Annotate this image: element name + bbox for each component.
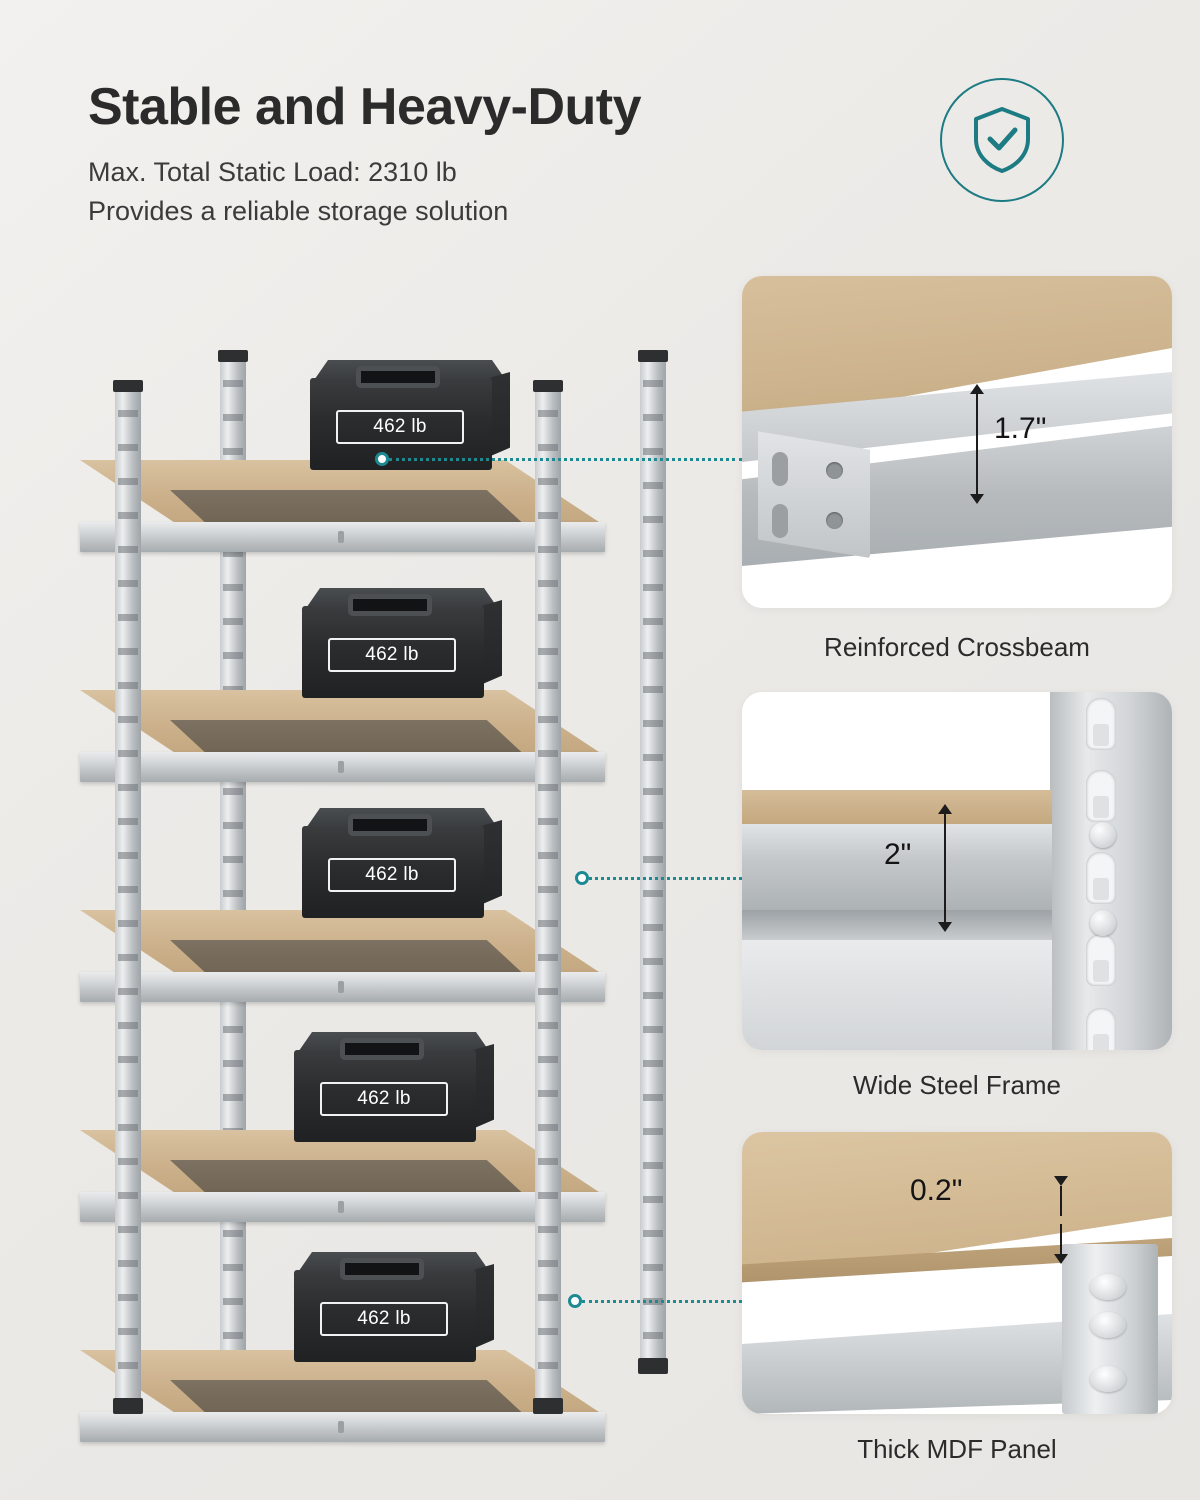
mdf-board-edge bbox=[742, 790, 1052, 824]
front-crossbeam bbox=[80, 972, 605, 1002]
shelf-load-label: 462 lb bbox=[328, 638, 456, 672]
detail-caption-crossbeam: Reinforced Crossbeam bbox=[824, 632, 1090, 662]
beam-lower-face bbox=[742, 940, 1052, 1050]
dimension-arrow-mdf-lower bbox=[1054, 1224, 1068, 1264]
detail-caption-frame: Wide Steel Frame bbox=[852, 1070, 1062, 1100]
upright-post bbox=[1062, 1244, 1158, 1414]
storage-box bbox=[302, 588, 502, 698]
shelf-level-4 bbox=[80, 1130, 690, 1250]
callout-dot-mdf bbox=[568, 1294, 582, 1308]
shelf-load-label: 462 lb bbox=[328, 858, 456, 892]
callout-dot-frame bbox=[575, 871, 589, 885]
front-crossbeam bbox=[80, 1192, 605, 1222]
box-handle-icon bbox=[348, 594, 432, 616]
beam-underside bbox=[742, 910, 1052, 940]
mdf-panel-closeup-art bbox=[742, 1132, 1172, 1414]
page-title: Stable and Heavy-Duty bbox=[88, 78, 641, 136]
header-block bbox=[88, 80, 868, 231]
dimension-label-mdf: 0.2" bbox=[910, 1174, 963, 1207]
front-crossbeam bbox=[80, 752, 605, 782]
header-subline-1: Max. Total Static Load: 2310 lb bbox=[88, 156, 457, 187]
callout-line-frame bbox=[589, 877, 742, 880]
storage-box bbox=[294, 1032, 494, 1142]
front-crossbeam bbox=[80, 1412, 605, 1442]
crossbeam-closeup-art bbox=[742, 276, 1172, 608]
steel-frame-closeup-art bbox=[742, 692, 1172, 1050]
shelf-level-3 bbox=[80, 910, 690, 1030]
product-illustration bbox=[60, 280, 720, 1440]
shelving-unit bbox=[80, 360, 690, 1430]
shelf-load-label: 462 lb bbox=[320, 1302, 448, 1336]
box-handle-icon bbox=[340, 1258, 424, 1280]
dimension-arrow-mdf bbox=[1054, 1176, 1068, 1216]
detail-caption-mdf: Thick MDF Panel bbox=[857, 1434, 1057, 1464]
detail-card-reinforced-crossbeam bbox=[742, 276, 1172, 608]
shield-check-icon bbox=[971, 105, 1033, 175]
callout-line-mdf bbox=[582, 1300, 742, 1303]
callout-dot-crossbeam bbox=[375, 452, 389, 466]
shield-check-badge bbox=[940, 78, 1064, 202]
storage-box bbox=[294, 1252, 494, 1362]
frame-post-front-left bbox=[115, 390, 141, 1400]
dimension-arrow-crossbeam bbox=[970, 384, 984, 504]
shelf-load-label: 462 lb bbox=[320, 1082, 448, 1116]
box-handle-icon bbox=[348, 814, 432, 836]
dimension-label-frame: 2" bbox=[884, 838, 912, 871]
front-crossbeam bbox=[80, 522, 605, 552]
callout-line-crossbeam bbox=[389, 458, 742, 461]
detail-card-thick-mdf-panel bbox=[742, 1132, 1172, 1414]
shelf-level-2 bbox=[80, 690, 690, 810]
storage-box bbox=[310, 360, 510, 470]
storage-box bbox=[302, 808, 502, 918]
shelf-load-label: 462 lb bbox=[336, 410, 464, 444]
frame-post-front-right bbox=[535, 390, 561, 1400]
shelf-level-1 bbox=[80, 460, 690, 580]
upright-post bbox=[1050, 692, 1172, 1050]
header-subline-2: Provides a reliable storage solution bbox=[88, 195, 509, 226]
shelf-level-5 bbox=[80, 1350, 690, 1470]
dimension-label-crossbeam: 1.7" bbox=[994, 412, 1047, 445]
box-handle-icon bbox=[340, 1038, 424, 1060]
detail-card-wide-steel-frame bbox=[742, 692, 1172, 1050]
box-handle-icon bbox=[356, 366, 440, 388]
dimension-arrow-frame bbox=[938, 804, 952, 932]
